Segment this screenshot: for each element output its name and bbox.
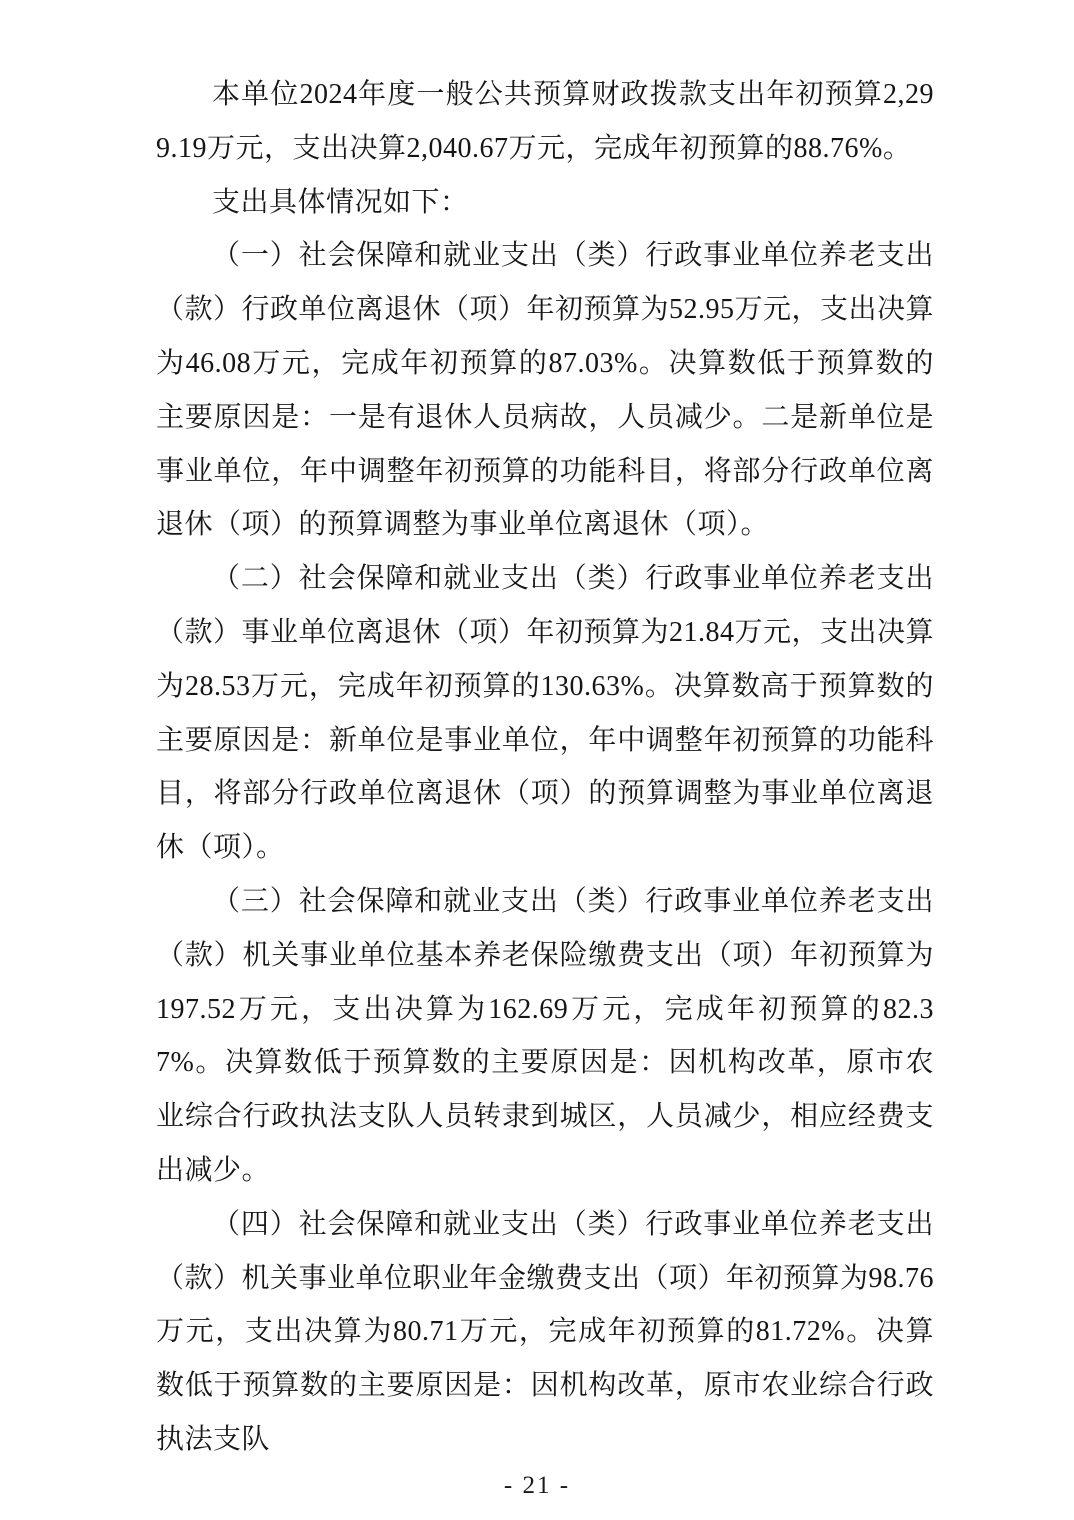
paragraph-item-4: （四）社会保障和就业支出（类）行政事业单位养老支出（款）机关事业单位职业年金缴费支出（项）年初预算为98.76万元，支出决算为80.71万元，完成年初预算的81.72%。决算数低于预算数的主要原因是：因机构改革，原市农业综合行政执法支队 xyxy=(156,1208,935,1455)
paragraph-item-3: （三）社会保障和就业支出（类）行政事业单位养老支出（款）机关事业单位基本养老保险缴费支出（项）年初预算为197.52万元，支出决算为162.69万元，完成年初预算的82.37%。决算数低于预算数的主要原因是：因机构改革，原市农业综合行政执法支队人员转隶到城区，人员减少，相应经费支出减少。 xyxy=(156,885,934,1186)
document-body xyxy=(156,68,934,1467)
page-number: - 21 - xyxy=(503,1472,571,1499)
paragraph-budget-summary: 本单位2024年度一般公共预算财政拨款支出年初预算2,299.19万元，支出决算2,040.67万元，完成年初预算的88.76%。 xyxy=(156,79,934,164)
paragraph-expenditure-intro: 支出具体情况如下： xyxy=(212,186,469,218)
paragraph-item-2: （二）社会保障和就业支出（类）行政事业单位养老支出（款）事业单位离退休（项）年初预算为21.84万元，支出决算为28.53万元，完成年初预算的130.63%。决算数高于预算数的主要原因是：新单位是事业单位，年中调整年初预算的功能科目，将部分行政单位离退休（项）的预算调整为事业单位离退休（项）。 xyxy=(156,563,935,864)
paragraph-item-1: （一）社会保障和就业支出（类）行政事业单位养老支出（款）行政单位离退休（项）年初预算为52.95万元，支出决算为46.08万元，完成年初预算的87.03%。决算数低于预算数的主要原因是：一是有退休人员病故，人员减少。二是新单位是事业单位，年中调整年初预算的功能科目，将部分行政单位离退休（项）的预算调整为事业单位离退休（项）。 xyxy=(156,240,935,541)
